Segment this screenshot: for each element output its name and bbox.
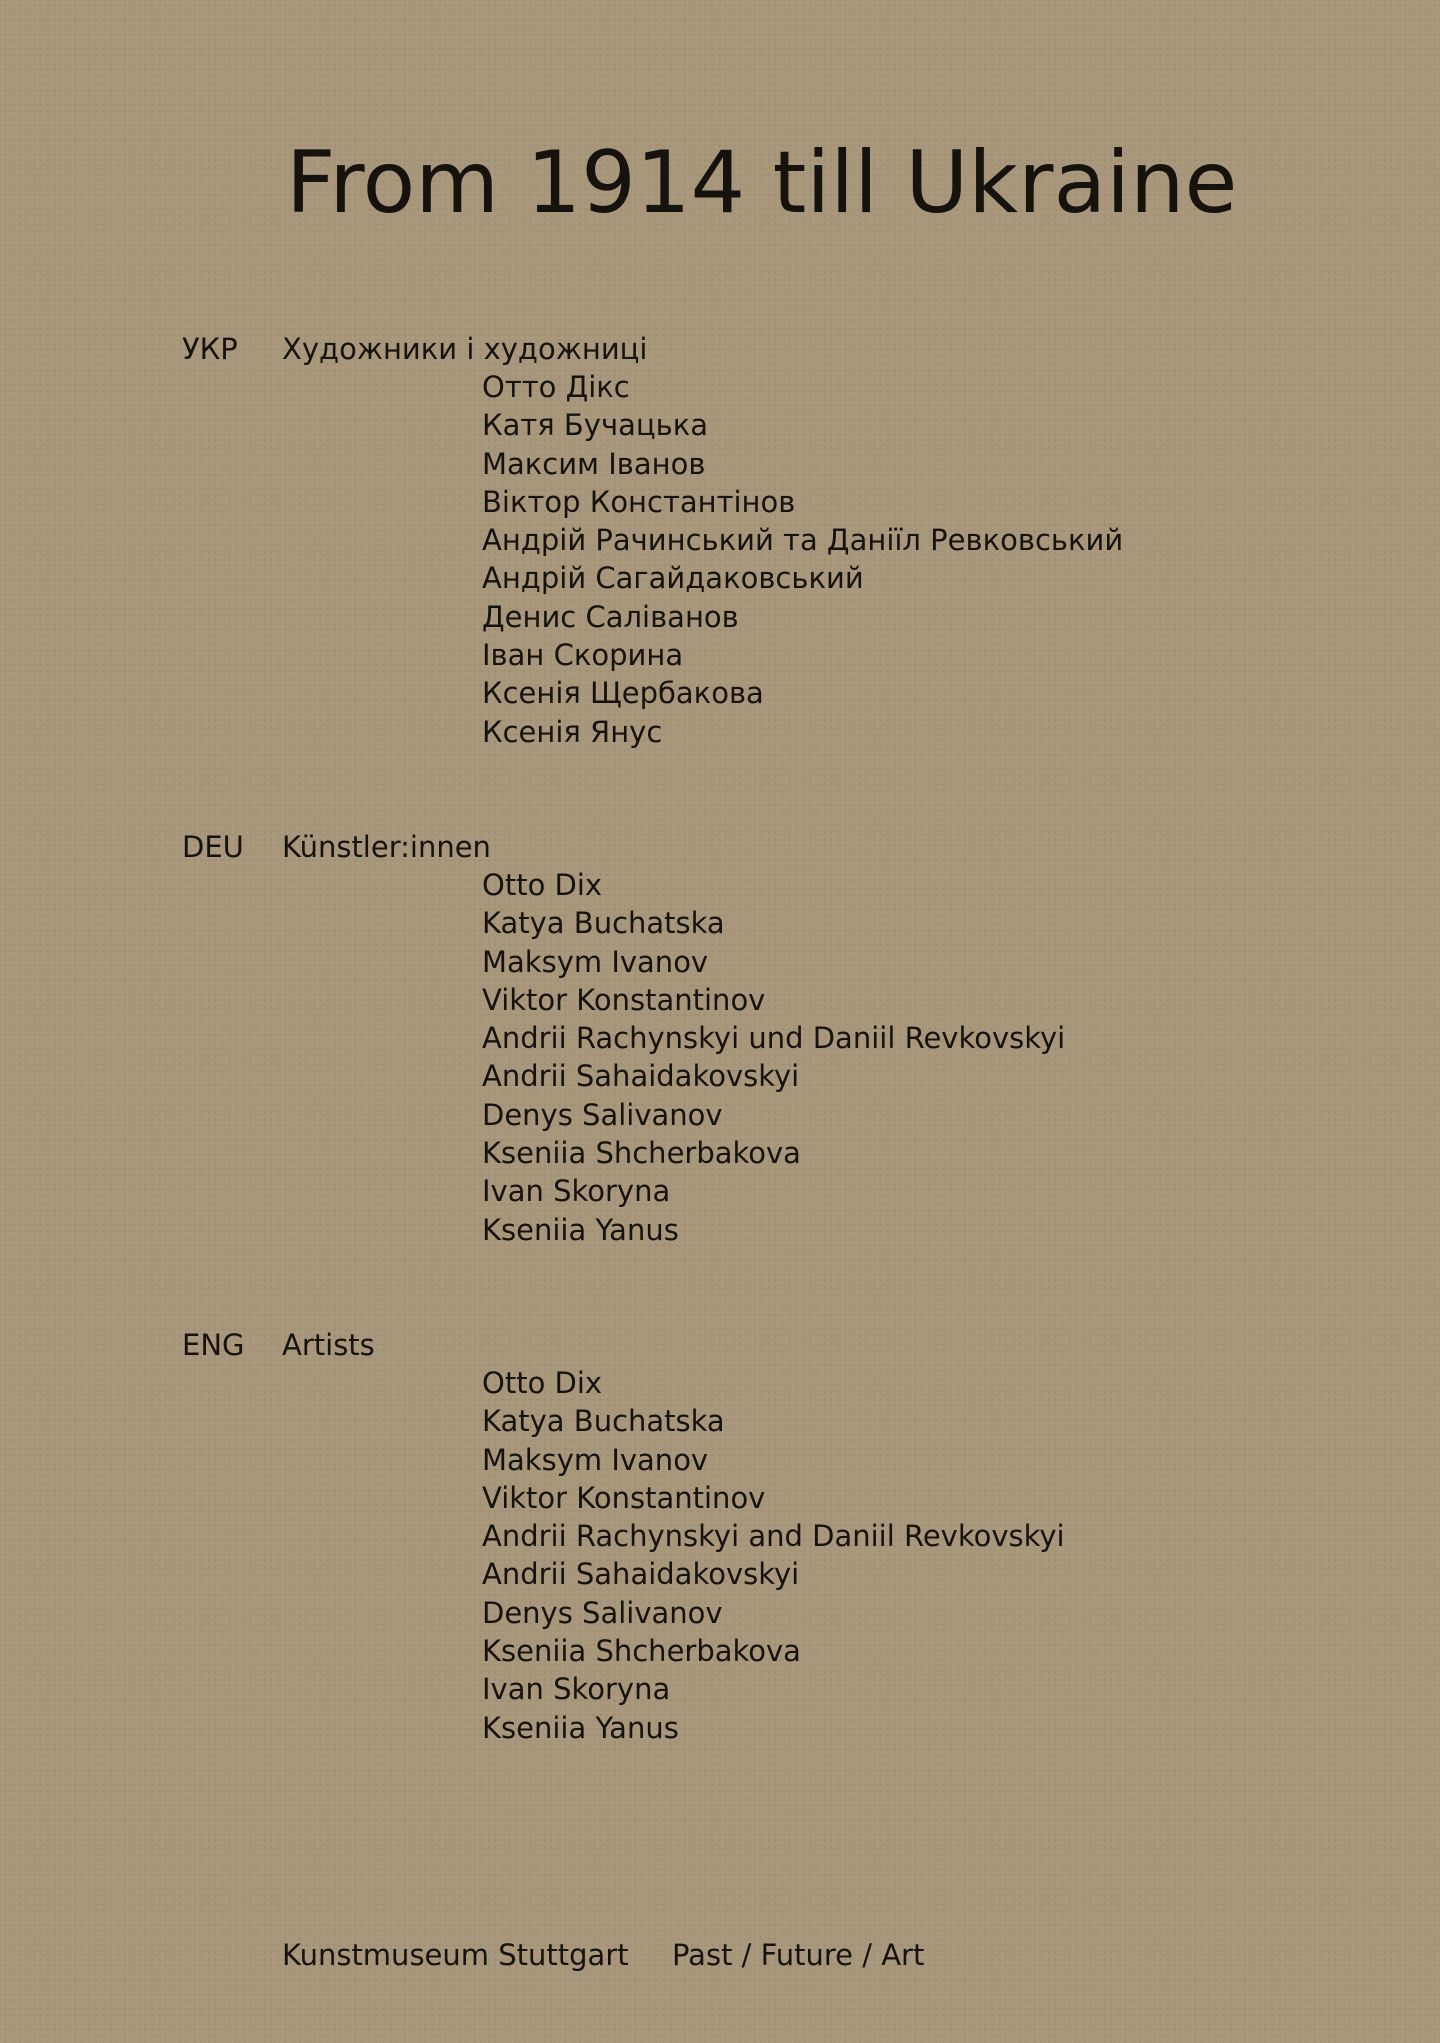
artist-name: Viktor Konstantinov — [482, 1480, 766, 1515]
artist-name: Іван Скорина — [482, 638, 684, 673]
artist-name: Andrii Sahaidakovskyi — [482, 1557, 800, 1592]
artist-name: Andrii Sahaidakovskyi — [482, 1059, 800, 1094]
artist-list — [182, 1364, 1182, 1747]
artist-name: Andrii Rachynskyi und Daniil Revkovskyi — [482, 1021, 1066, 1056]
section-heading: Künstler:innen — [282, 830, 491, 864]
artist-name: Ксенія Щербакова — [482, 676, 764, 711]
artist-name: Katya Buchatska — [482, 906, 725, 941]
artist-name: Ксенія Янус — [482, 714, 663, 749]
artist-name: Kseniia Shcherbakova — [482, 1634, 801, 1669]
artist-name: Андрій Рачинський та Даніїл Ревковський — [482, 523, 1124, 558]
artist-name: Катя Бучацька — [482, 408, 708, 443]
artist-name: Денис Саліванов — [482, 599, 739, 634]
artist-name: Kseniia Shcherbakova — [482, 1136, 801, 1171]
artist-name: Andrii Rachynskyi and Daniil Revkovskyi — [482, 1519, 1065, 1554]
section-header — [182, 330, 1182, 368]
artist-list — [182, 368, 1182, 751]
artist-name: Maksym Ivanov — [482, 944, 709, 979]
section-deu — [182, 828, 1182, 1249]
language-code: УКР — [182, 332, 238, 366]
section-heading: Художники і художниці — [282, 332, 648, 366]
artist-name: Максим Іванов — [482, 446, 706, 481]
series-name: Past / Future / Art — [672, 1938, 925, 1972]
section-heading: Artists — [282, 1328, 375, 1362]
artist-name: Katya Buchatska — [482, 1404, 725, 1439]
artist-name: Viktor Konstantinov — [482, 982, 766, 1017]
artist-name: Ivan Skoryna — [482, 1672, 671, 1707]
section-header — [182, 828, 1182, 866]
publisher-name: Kunstmuseum Stuttgart — [282, 1938, 629, 1972]
artist-name: Otto Dix — [482, 1366, 603, 1400]
language-code: DEU — [182, 830, 244, 864]
artist-name: Maksym Ivanov — [482, 1442, 709, 1477]
artist-name: Ivan Skoryna — [482, 1174, 671, 1209]
cover-title: From 1914 till Ukraine — [286, 133, 1238, 233]
section-eng — [182, 1326, 1182, 1747]
artist-name: Denys Salivanov — [482, 1097, 723, 1132]
artist-list — [182, 866, 1182, 1249]
artist-name: Denys Salivanov — [482, 1595, 723, 1630]
language-code: ENG — [182, 1328, 245, 1362]
section-ukr — [182, 330, 1182, 751]
artist-name: Kseniia Yanus — [482, 1212, 679, 1247]
artist-name: Otto Dix — [482, 868, 603, 902]
artist-name: Отто Дікс — [482, 370, 630, 404]
artist-name: Kseniia Yanus — [482, 1710, 679, 1745]
section-header — [182, 1326, 1182, 1364]
artist-name: Віктор Константінов — [482, 484, 796, 519]
artist-name: Андрій Сагайдаковський — [482, 561, 864, 596]
